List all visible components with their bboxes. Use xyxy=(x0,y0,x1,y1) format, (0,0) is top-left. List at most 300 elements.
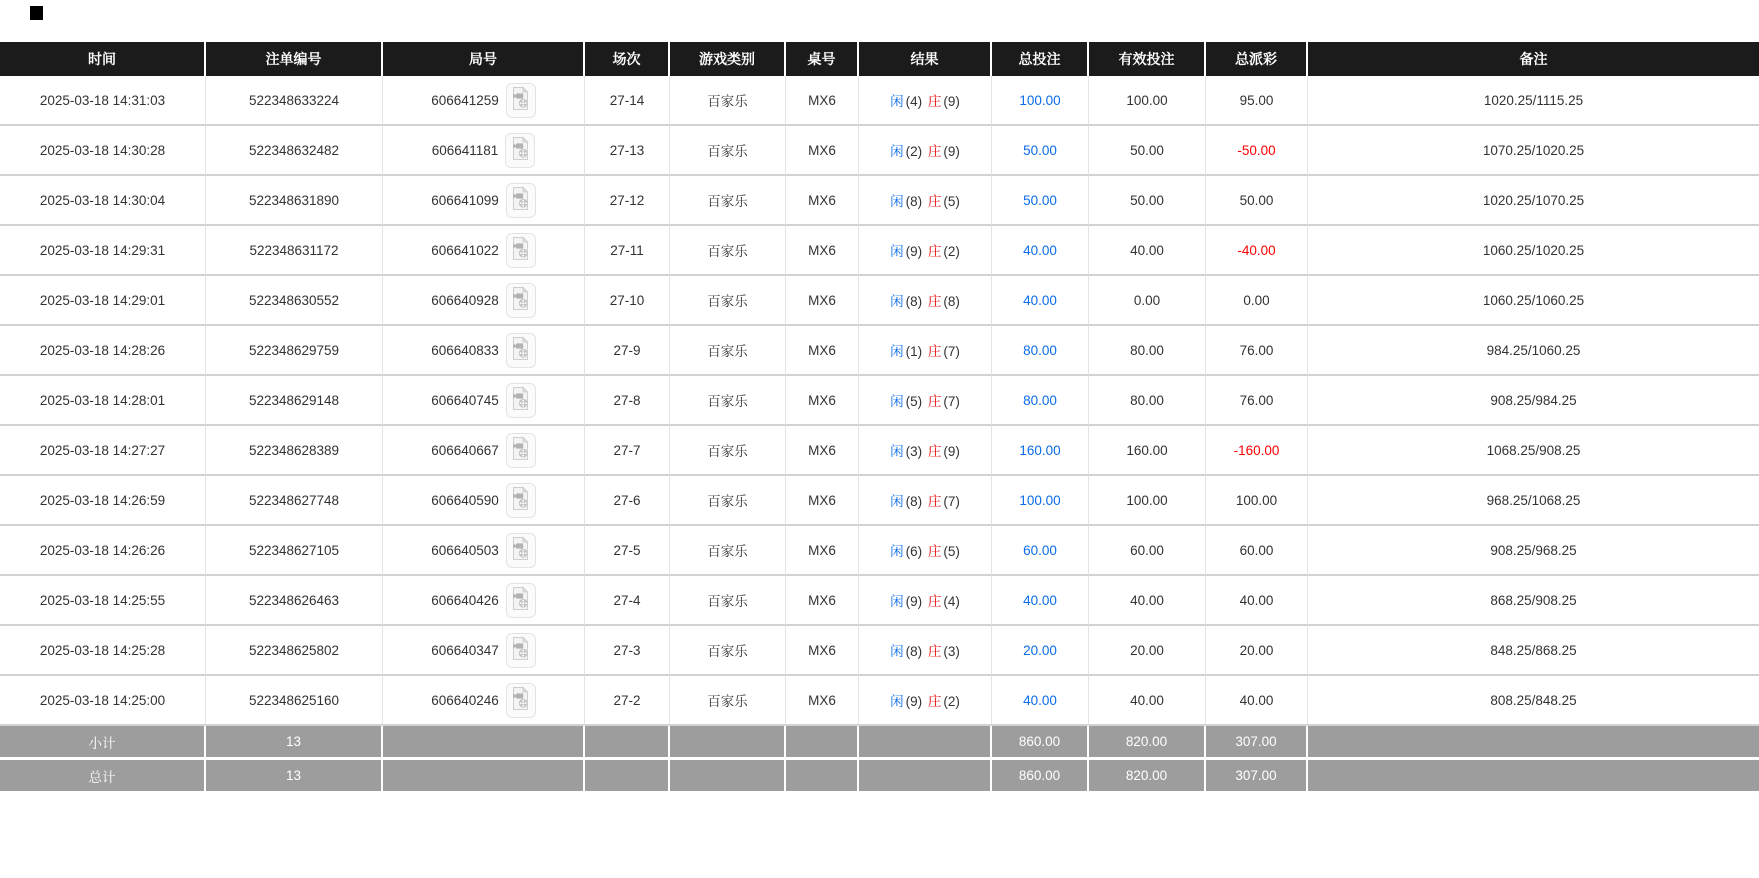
video-replay-button[interactable] xyxy=(506,383,536,418)
col-header-bet-id: 注单编号 xyxy=(206,42,383,76)
cell-valid-bet: 40.00 xyxy=(1089,576,1206,626)
table-row xyxy=(0,226,1759,276)
cell-game-type: 百家乐 xyxy=(670,276,786,326)
cell-game-type: 百家乐 xyxy=(670,376,786,426)
cell-session: 27-13 xyxy=(585,126,670,176)
cell-time: 2025-03-18 14:25:00 xyxy=(0,676,206,726)
cell-valid-bet: 100.00 xyxy=(1089,476,1206,526)
page-mark xyxy=(30,6,43,20)
table-row xyxy=(0,426,1759,476)
cell-remark: 1020.25/1115.25 xyxy=(1308,76,1759,126)
header-row xyxy=(0,42,1759,76)
round-wrap xyxy=(431,183,536,218)
grandtotal-empty-remark xyxy=(1308,760,1759,794)
result-player-label: 闲 xyxy=(890,94,904,109)
cell-table-no: MX6 xyxy=(786,76,859,126)
cell-valid-bet: 60.00 xyxy=(1089,526,1206,576)
table-row xyxy=(0,676,1759,726)
round-number: 606640590 xyxy=(431,492,499,508)
cell-round xyxy=(383,526,585,576)
cell-bet-id: 522348626463 xyxy=(206,576,383,626)
cell-time: 2025-03-18 14:28:01 xyxy=(0,376,206,426)
cell-valid-bet: 50.00 xyxy=(1089,126,1206,176)
cell-payout: 20.00 xyxy=(1206,626,1308,676)
cell-bet-id: 522348627105 xyxy=(206,526,383,576)
cell-remark: 1060.25/1020.25 xyxy=(1308,226,1759,276)
cell-remark: 868.25/908.25 xyxy=(1308,576,1759,626)
table-body xyxy=(0,76,1759,726)
round-number: 606640426 xyxy=(431,592,499,608)
result-banker-label: 庄 xyxy=(927,694,942,709)
cell-session: 27-12 xyxy=(585,176,670,226)
subtotal-row xyxy=(0,726,1759,760)
cell-time: 2025-03-18 14:30:04 xyxy=(0,176,206,226)
col-header-remark: 备注 xyxy=(1308,42,1759,76)
round-number: 606641022 xyxy=(431,242,499,258)
result-banker-score: (7) xyxy=(943,344,960,359)
grandtotal-empty-session xyxy=(585,760,670,794)
cell-session: 27-5 xyxy=(585,526,670,576)
cell-valid-bet: 100.00 xyxy=(1089,76,1206,126)
cell-table-no: MX6 xyxy=(786,626,859,676)
cell-time: 2025-03-18 14:29:31 xyxy=(0,226,206,276)
cell-time: 2025-03-18 14:27:27 xyxy=(0,426,206,476)
table-row xyxy=(0,326,1759,376)
round-wrap xyxy=(431,583,536,618)
cell-bet-id: 522348630552 xyxy=(206,276,383,326)
cell-payout: 0.00 xyxy=(1206,276,1308,326)
result-banker-label: 庄 xyxy=(927,94,942,109)
cell-table-no: MX6 xyxy=(786,526,859,576)
result-banker-label: 庄 xyxy=(927,344,942,359)
cell-payout: 40.00 xyxy=(1206,676,1308,726)
cell-time: 2025-03-18 14:28:26 xyxy=(0,326,206,376)
video-replay-icon xyxy=(510,636,531,664)
table-row xyxy=(0,376,1759,426)
result-banker-score: (9) xyxy=(943,94,960,109)
result-player-label: 闲 xyxy=(890,294,904,309)
result-banker-score: (9) xyxy=(943,444,960,459)
cell-result xyxy=(859,376,992,426)
round-wrap xyxy=(431,683,536,718)
cell-result xyxy=(859,676,992,726)
result-banker-label: 庄 xyxy=(927,244,942,259)
round-number: 606641259 xyxy=(431,92,499,108)
result-banker-score: (4) xyxy=(943,594,960,609)
grandtotal-empty-game-type xyxy=(670,760,786,794)
video-replay-button[interactable] xyxy=(506,333,536,368)
cell-valid-bet: 0.00 xyxy=(1089,276,1206,326)
cell-total-bet xyxy=(992,426,1089,476)
video-replay-icon xyxy=(510,336,531,364)
total-bet-link[interactable]: 50.00 xyxy=(1023,192,1057,208)
cell-round xyxy=(383,676,585,726)
cell-game-type: 百家乐 xyxy=(670,76,786,126)
round-number: 606641181 xyxy=(431,142,499,158)
round-wrap xyxy=(431,433,536,468)
video-replay-button[interactable] xyxy=(506,583,536,618)
subtotal-empty-game-type xyxy=(670,726,786,760)
result-player-score: (1) xyxy=(905,344,923,359)
cell-result xyxy=(859,276,992,326)
cell-session: 27-7 xyxy=(585,426,670,476)
total-bet-link[interactable]: 40.00 xyxy=(1023,242,1057,258)
result-player-label: 闲 xyxy=(890,594,904,609)
cell-result xyxy=(859,526,992,576)
total-bet-link[interactable]: 100.00 xyxy=(1019,492,1061,508)
result-player-score: (8) xyxy=(905,644,923,659)
grandtotal-empty-round xyxy=(383,760,585,794)
cell-game-type: 百家乐 xyxy=(670,126,786,176)
table-row xyxy=(0,526,1759,576)
grandtotal-valid-bet: 820.00 xyxy=(1089,760,1206,794)
result-player-label: 闲 xyxy=(890,494,904,509)
total-bet-link[interactable]: 40.00 xyxy=(1023,592,1057,608)
cell-bet-id: 522348631172 xyxy=(206,226,383,276)
result-player-score: (9) xyxy=(905,244,923,259)
result-player-label: 闲 xyxy=(890,344,904,359)
result-banker-score: (2) xyxy=(943,694,960,709)
total-bet-link[interactable]: 80.00 xyxy=(1023,392,1057,408)
result-player-label: 闲 xyxy=(890,144,904,159)
cell-game-type: 百家乐 xyxy=(670,176,786,226)
video-replay-button[interactable] xyxy=(506,433,536,468)
cell-valid-bet: 40.00 xyxy=(1089,676,1206,726)
round-wrap xyxy=(431,483,536,518)
grandtotal-payout: 307.00 xyxy=(1206,760,1308,794)
result-banker-label: 庄 xyxy=(927,594,942,609)
result-player-score: (4) xyxy=(905,94,923,109)
cell-valid-bet: 40.00 xyxy=(1089,226,1206,276)
cell-result xyxy=(859,126,992,176)
cell-remark: 1060.25/1060.25 xyxy=(1308,276,1759,326)
round-wrap xyxy=(431,283,536,318)
video-replay-button[interactable] xyxy=(506,533,536,568)
cell-payout: -50.00 xyxy=(1206,126,1308,176)
cell-total-bet xyxy=(992,676,1089,726)
result-player-label: 闲 xyxy=(890,694,904,709)
video-replay-button[interactable] xyxy=(505,133,535,168)
result-banker-score: (5) xyxy=(943,544,960,559)
cell-session: 27-9 xyxy=(585,326,670,376)
subtotal-empty-round xyxy=(383,726,585,760)
result-player-score: (8) xyxy=(905,194,923,209)
cell-session: 27-6 xyxy=(585,476,670,526)
bet-history-table xyxy=(0,42,1759,794)
cell-remark: 984.25/1060.25 xyxy=(1308,326,1759,376)
col-header-total-bet: 总投注 xyxy=(992,42,1089,76)
result-player-label: 闲 xyxy=(890,394,904,409)
video-replay-button[interactable] xyxy=(506,183,536,218)
total-bet-link[interactable]: 80.00 xyxy=(1023,342,1057,358)
cell-remark: 968.25/1068.25 xyxy=(1308,476,1759,526)
cell-total-bet xyxy=(992,76,1089,126)
result-banker-label: 庄 xyxy=(927,644,942,659)
cell-session: 27-11 xyxy=(585,226,670,276)
grandtotal-label: 总计 xyxy=(0,760,206,794)
cell-remark: 908.25/984.25 xyxy=(1308,376,1759,426)
round-number: 606640833 xyxy=(431,342,499,358)
cell-result xyxy=(859,426,992,476)
round-number: 606640246 xyxy=(431,692,499,708)
cell-round xyxy=(383,76,585,126)
cell-bet-id: 522348629759 xyxy=(206,326,383,376)
result-banker-score: (5) xyxy=(943,194,960,209)
result-player-score: (2) xyxy=(905,144,923,159)
cell-payout: 40.00 xyxy=(1206,576,1308,626)
cell-remark: 1020.25/1070.25 xyxy=(1308,176,1759,226)
cell-total-bet xyxy=(992,226,1089,276)
round-wrap xyxy=(431,533,536,568)
cell-result xyxy=(859,226,992,276)
cell-bet-id: 522348631890 xyxy=(206,176,383,226)
video-replay-icon xyxy=(510,586,531,614)
table-row xyxy=(0,276,1759,326)
cell-table-no: MX6 xyxy=(786,576,859,626)
cell-result xyxy=(859,176,992,226)
cell-total-bet xyxy=(992,476,1089,526)
cell-session: 27-2 xyxy=(585,676,670,726)
table-row xyxy=(0,576,1759,626)
video-replay-button[interactable] xyxy=(506,483,536,518)
cell-game-type: 百家乐 xyxy=(670,576,786,626)
subtotal-count: 13 xyxy=(206,726,383,760)
cell-game-type: 百家乐 xyxy=(670,676,786,726)
cell-total-bet xyxy=(992,276,1089,326)
cell-round xyxy=(383,326,585,376)
round-wrap xyxy=(432,133,536,168)
cell-result xyxy=(859,626,992,676)
cell-table-no: MX6 xyxy=(786,176,859,226)
cell-valid-bet: 50.00 xyxy=(1089,176,1206,226)
cell-bet-id: 522348625802 xyxy=(206,626,383,676)
cell-round xyxy=(383,626,585,676)
cell-payout: -40.00 xyxy=(1206,226,1308,276)
col-header-session: 场次 xyxy=(585,42,670,76)
video-replay-icon xyxy=(510,686,531,714)
subtotal-payout: 307.00 xyxy=(1206,726,1308,760)
video-replay-button[interactable] xyxy=(506,83,536,118)
top-whitespace xyxy=(0,0,1759,42)
round-wrap xyxy=(431,83,536,118)
cell-round xyxy=(383,276,585,326)
total-bet-link[interactable]: 20.00 xyxy=(1023,642,1057,658)
col-header-game-type: 游戏类别 xyxy=(670,42,786,76)
result-banker-score: (7) xyxy=(943,494,960,509)
total-bet-link[interactable]: 40.00 xyxy=(1023,292,1057,308)
subtotal-empty-session xyxy=(585,726,670,760)
subtotal-empty-table-no xyxy=(786,726,859,760)
result-player-score: (8) xyxy=(905,494,923,509)
col-header-valid-bet: 有效投注 xyxy=(1089,42,1206,76)
cell-remark: 1068.25/908.25 xyxy=(1308,426,1759,476)
cell-valid-bet: 80.00 xyxy=(1089,376,1206,426)
cell-remark: 848.25/868.25 xyxy=(1308,626,1759,676)
cell-total-bet xyxy=(992,576,1089,626)
round-wrap xyxy=(431,233,536,268)
cell-total-bet xyxy=(992,126,1089,176)
total-bet-link[interactable]: 50.00 xyxy=(1023,142,1057,158)
col-header-round: 局号 xyxy=(383,42,585,76)
cell-valid-bet: 20.00 xyxy=(1089,626,1206,676)
result-banker-label: 庄 xyxy=(927,394,942,409)
total-bet-link[interactable]: 60.00 xyxy=(1023,542,1057,558)
subtotal-empty-remark xyxy=(1308,726,1759,760)
cell-session: 27-4 xyxy=(585,576,670,626)
cell-payout: 50.00 xyxy=(1206,176,1308,226)
grandtotal-empty-table-no xyxy=(786,760,859,794)
cell-time: 2025-03-18 14:26:26 xyxy=(0,526,206,576)
subtotal-valid-bet: 820.00 xyxy=(1089,726,1206,760)
round-wrap xyxy=(431,333,536,368)
cell-game-type: 百家乐 xyxy=(670,476,786,526)
result-banker-score: (3) xyxy=(943,644,960,659)
total-bet-link[interactable]: 160.00 xyxy=(1019,442,1061,458)
round-number: 606640347 xyxy=(431,642,499,658)
col-header-payout: 总派彩 xyxy=(1206,42,1308,76)
video-replay-icon xyxy=(510,186,531,214)
video-replay-button[interactable] xyxy=(506,283,536,318)
cell-round xyxy=(383,426,585,476)
result-player-score: (8) xyxy=(905,294,923,309)
cell-result xyxy=(859,576,992,626)
cell-total-bet xyxy=(992,376,1089,426)
col-header-time: 时间 xyxy=(0,42,206,76)
result-banker-score: (7) xyxy=(943,394,960,409)
cell-valid-bet: 80.00 xyxy=(1089,326,1206,376)
cell-payout: 76.00 xyxy=(1206,376,1308,426)
result-player-score: (9) xyxy=(905,594,923,609)
cell-round xyxy=(383,576,585,626)
cell-bet-id: 522348629148 xyxy=(206,376,383,426)
table-row xyxy=(0,626,1759,676)
result-banker-label: 庄 xyxy=(927,444,942,459)
video-replay-icon xyxy=(510,536,531,564)
video-replay-button[interactable] xyxy=(506,633,536,668)
result-player-label: 闲 xyxy=(890,644,904,659)
video-replay-icon xyxy=(510,136,531,164)
table-header xyxy=(0,42,1759,76)
cell-game-type: 百家乐 xyxy=(670,526,786,576)
cell-table-no: MX6 xyxy=(786,276,859,326)
result-player-score: (5) xyxy=(905,394,923,409)
cell-table-no: MX6 xyxy=(786,426,859,476)
cell-table-no: MX6 xyxy=(786,476,859,526)
col-header-result: 结果 xyxy=(859,42,992,76)
round-wrap xyxy=(431,383,536,418)
cell-bet-id: 522348627748 xyxy=(206,476,383,526)
cell-result xyxy=(859,76,992,126)
table-row xyxy=(0,126,1759,176)
cell-game-type: 百家乐 xyxy=(670,426,786,476)
cell-time: 2025-03-18 14:31:03 xyxy=(0,76,206,126)
video-replay-icon xyxy=(510,86,531,114)
video-replay-button[interactable] xyxy=(506,233,536,268)
grandtotal-row xyxy=(0,760,1759,794)
result-player-label: 闲 xyxy=(890,544,904,559)
cell-payout: -160.00 xyxy=(1206,426,1308,476)
result-banker-label: 庄 xyxy=(927,294,942,309)
cell-round xyxy=(383,376,585,426)
col-header-table-no: 桌号 xyxy=(786,42,859,76)
table-row xyxy=(0,476,1759,526)
cell-round xyxy=(383,176,585,226)
cell-time: 2025-03-18 14:26:59 xyxy=(0,476,206,526)
table-row xyxy=(0,176,1759,226)
cell-payout: 76.00 xyxy=(1206,326,1308,376)
cell-table-no: MX6 xyxy=(786,226,859,276)
video-replay-button[interactable] xyxy=(506,683,536,718)
cell-game-type: 百家乐 xyxy=(670,626,786,676)
round-number: 606640745 xyxy=(431,392,499,408)
cell-bet-id: 522348633224 xyxy=(206,76,383,126)
subtotal-empty-result xyxy=(859,726,992,760)
cell-total-bet xyxy=(992,626,1089,676)
cell-table-no: MX6 xyxy=(786,376,859,426)
cell-total-bet xyxy=(992,326,1089,376)
cell-round xyxy=(383,226,585,276)
cell-round xyxy=(383,126,585,176)
cell-payout: 95.00 xyxy=(1206,76,1308,126)
video-replay-icon xyxy=(510,386,531,414)
cell-session: 27-3 xyxy=(585,626,670,676)
cell-table-no: MX6 xyxy=(786,676,859,726)
result-banker-score: (9) xyxy=(943,144,960,159)
cell-remark: 908.25/968.25 xyxy=(1308,526,1759,576)
result-player-score: (3) xyxy=(905,444,923,459)
cell-session: 27-14 xyxy=(585,76,670,126)
cell-result xyxy=(859,326,992,376)
cell-game-type: 百家乐 xyxy=(670,226,786,276)
cell-game-type: 百家乐 xyxy=(670,326,786,376)
video-replay-icon xyxy=(510,486,531,514)
video-replay-icon xyxy=(510,286,531,314)
cell-session: 27-10 xyxy=(585,276,670,326)
result-banker-label: 庄 xyxy=(927,494,942,509)
result-player-label: 闲 xyxy=(890,244,904,259)
cell-bet-id: 522348628389 xyxy=(206,426,383,476)
cell-table-no: MX6 xyxy=(786,326,859,376)
result-banker-score: (2) xyxy=(943,244,960,259)
cell-time: 2025-03-18 14:25:28 xyxy=(0,626,206,676)
subtotal-label: 小计 xyxy=(0,726,206,760)
cell-total-bet xyxy=(992,526,1089,576)
cell-session: 27-8 xyxy=(585,376,670,426)
grandtotal-empty-result xyxy=(859,760,992,794)
table-footer xyxy=(0,726,1759,794)
cell-remark: 808.25/848.25 xyxy=(1308,676,1759,726)
cell-table-no: MX6 xyxy=(786,126,859,176)
result-banker-label: 庄 xyxy=(927,194,942,209)
round-number: 606640667 xyxy=(431,442,499,458)
cell-valid-bet: 160.00 xyxy=(1089,426,1206,476)
cell-round xyxy=(383,476,585,526)
result-player-score: (9) xyxy=(905,694,923,709)
cell-time: 2025-03-18 14:29:01 xyxy=(0,276,206,326)
subtotal-total-bet: 860.00 xyxy=(992,726,1089,760)
cell-result xyxy=(859,476,992,526)
grandtotal-total-bet: 860.00 xyxy=(992,760,1089,794)
total-bet-link[interactable]: 40.00 xyxy=(1023,692,1057,708)
cell-payout: 100.00 xyxy=(1206,476,1308,526)
total-bet-link[interactable]: 100.00 xyxy=(1019,92,1061,108)
video-replay-icon xyxy=(510,236,531,264)
grandtotal-count: 13 xyxy=(206,760,383,794)
result-banker-score: (8) xyxy=(943,294,960,309)
result-banker-label: 庄 xyxy=(927,544,942,559)
round-number: 606640928 xyxy=(431,292,499,308)
result-banker-label: 庄 xyxy=(927,144,942,159)
